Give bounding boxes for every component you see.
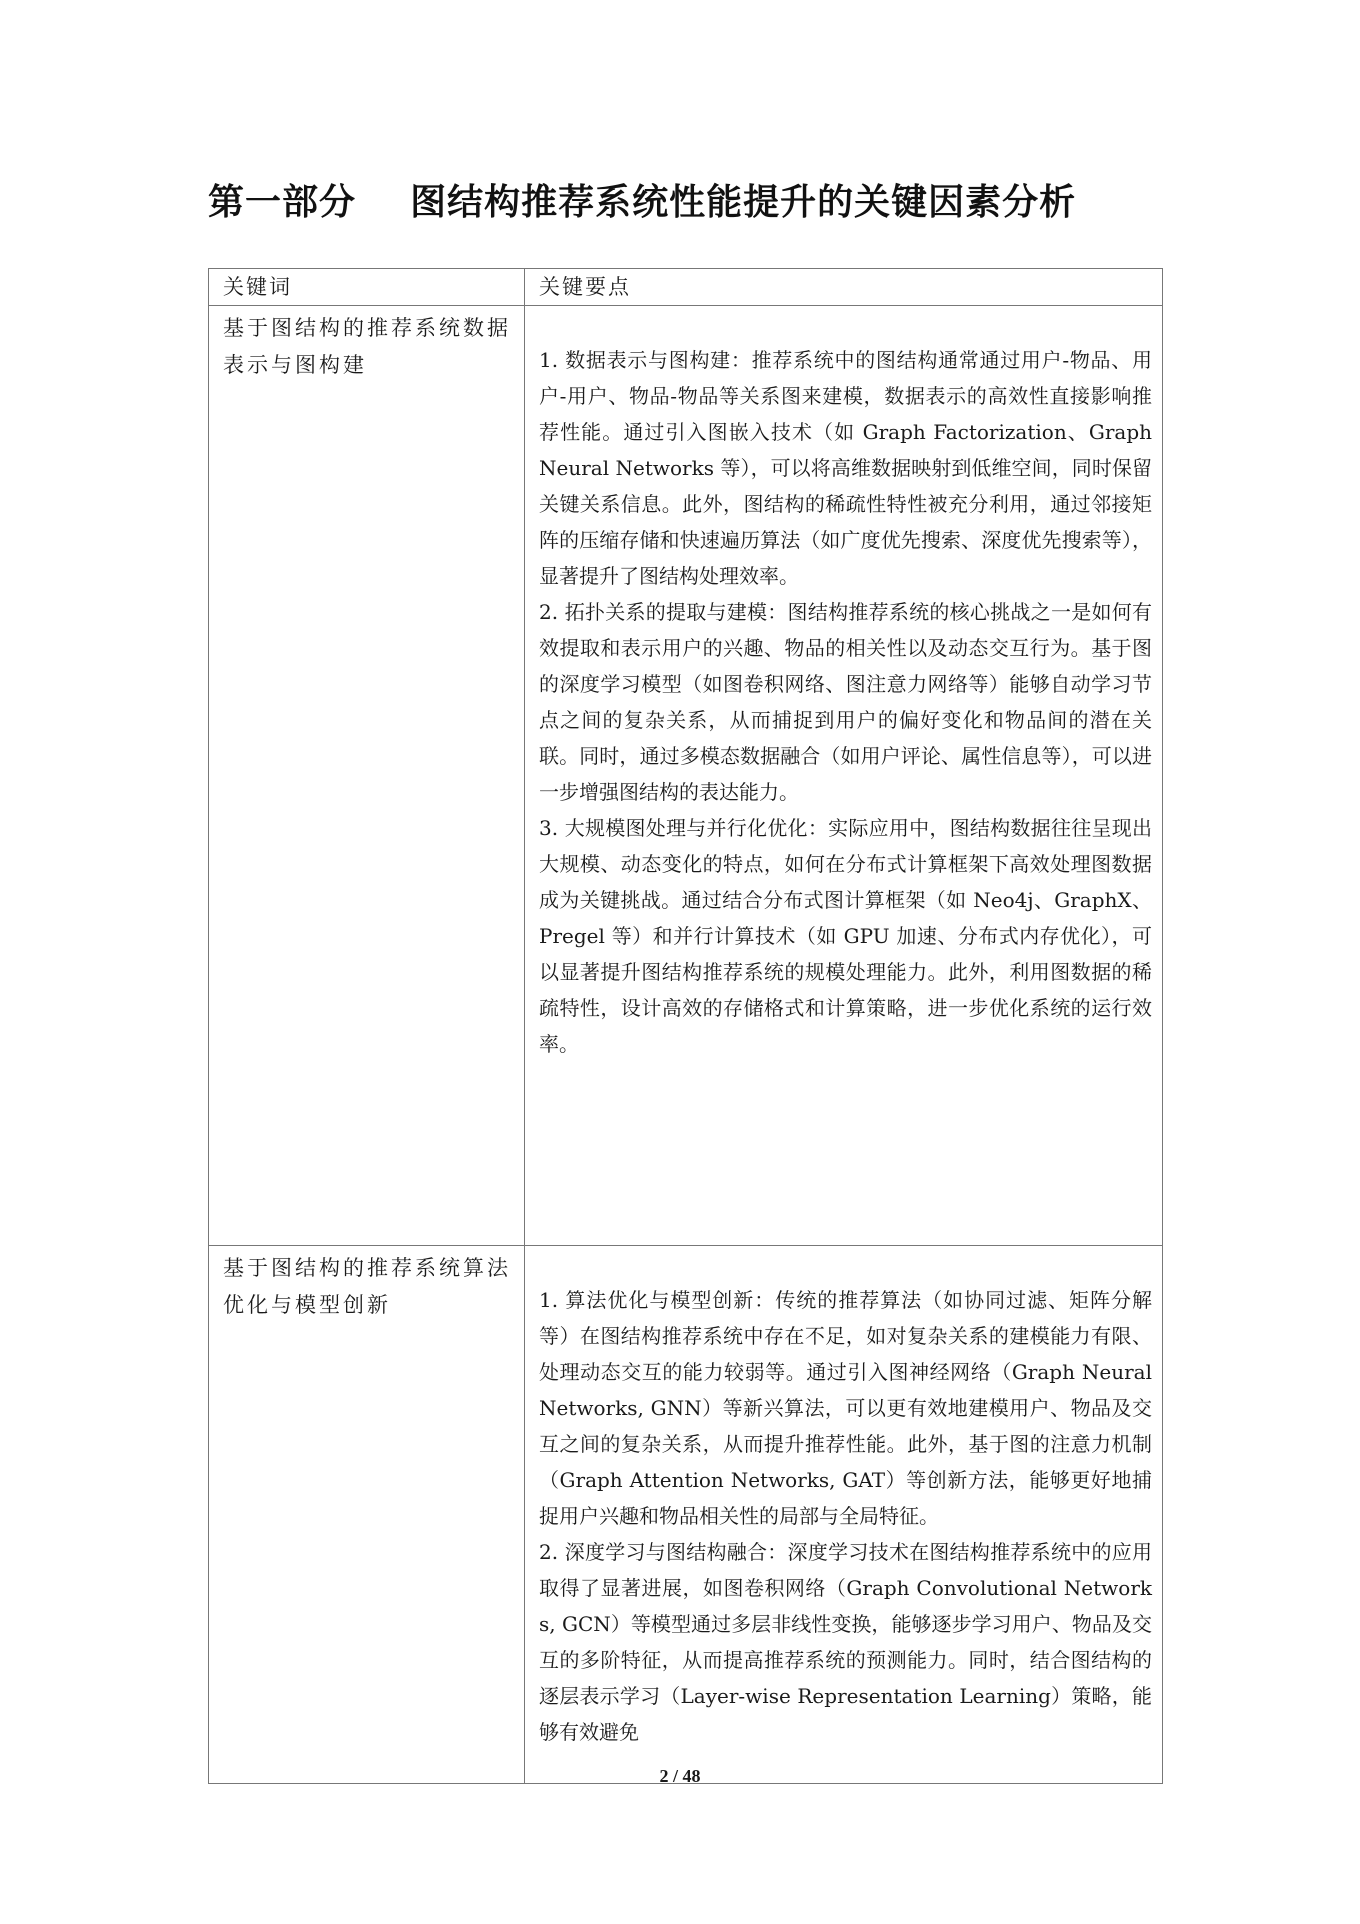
keyword-text: 基于图结构的推荐系统数据表示与图构建 — [223, 316, 511, 377]
table-row — [209, 1246, 1163, 1784]
title-text: 图结构推荐系统性能提升的关键因素分析 — [410, 182, 1077, 223]
key-point: 1. 算法优化与模型创新：传统的推荐算法（如协同过滤、矩阵分解等）在图结构推荐系统中存在不足，如对复杂关系的建模能力有限、处理动态交互的能力较弱等。通过引入图神经网络（Graph Neural Networks, GNN）等新兴算法，可以更有效地建模用户、物品及交互之间的复杂关系，从而提升推荐性能。此外，基于图的注意力机制（Graph Attention Networks, GAT）等创新方法，能够更好地捕捉用户兴趣和物品相关性的局部与全局特征。 — [539, 1288, 1152, 1528]
keyword-cell — [209, 306, 525, 1246]
page-number: 2 / 48 — [659, 1766, 701, 1786]
key-point: 2. 拓扑关系的提取与建模：图结构推荐系统的核心挑战之一是如何有效提取和表示用户的兴趣、物品的相关性以及动态交互行为。基于图的深度学习模型（如图卷积网络、图注意力网络等）能够自动学习节点之间的复杂关系，从而捕捉到用户的偏好变化和物品间的潜在关联。同时，通过多模态数据融合（如用户评论、属性信息等），可以进一步增强图结构的表达能力。 — [539, 600, 1152, 804]
table-row — [209, 306, 1163, 1246]
points-cell — [525, 306, 1163, 1246]
keypoints-table — [208, 268, 1163, 1784]
title-part-label: 第一部分 — [208, 182, 357, 223]
key-point: 1. 数据表示与图构建：推荐系统中的图结构通常通过用户-物品、用户-用户、物品-物品等关系图来建模，数据表示的高效性直接影响推荐性能。通过引入图嵌入技术（如 Graph Factorization、Graph Neural Networks 等），可以将高维数据映射到低维空间，同时保留关键关系信息。此外，图结构的稀疏性特性被充分利用，通过邻接矩阵的压缩存储和快速遍历算法（如广度优先搜索、深度优先搜索等），显著提升了图结构处理效率。 — [539, 348, 1152, 588]
header-keyword: 关键词 — [209, 269, 525, 306]
header-points: 关键要点 — [525, 269, 1163, 306]
key-point: 2. 深度学习与图结构融合：深度学习技术在图结构推荐系统中的应用取得了显著进展，如图卷积网络（Graph Convolutional Networks, GCN）等模型通过多层非线性变换，能够逐步学习用户、物品及交互的多阶特征，从而提高推荐系统的预测能力。同时，结合图结构的逐层表示学习（Layer-wise Representation Learning）策略，能够有效避免 — [539, 1540, 1152, 1744]
table-header-row — [209, 269, 1163, 306]
page-title — [208, 178, 1208, 228]
points-cell — [525, 1246, 1163, 1784]
keyword-text: 基于图结构的推荐系统算法优化与模型创新 — [223, 1256, 511, 1317]
keyword-cell — [209, 1246, 525, 1784]
key-point: 3. 大规模图处理与并行化优化：实际应用中，图结构数据往往呈现出大规模、动态变化的特点，如何在分布式计算框架下高效处理图数据成为关键挑战。通过结合分布式图计算框架（如 Neo4j、GraphX、Pregel 等）和并行计算技术（如 GPU 加速、分布式内存优化），可以显著提升图结构推荐系统的规模处理能力。此外，利用图数据的稀疏特性，设计高效的存储格式和计算策略，进一步优化系统的运行效率。 — [539, 816, 1152, 1056]
